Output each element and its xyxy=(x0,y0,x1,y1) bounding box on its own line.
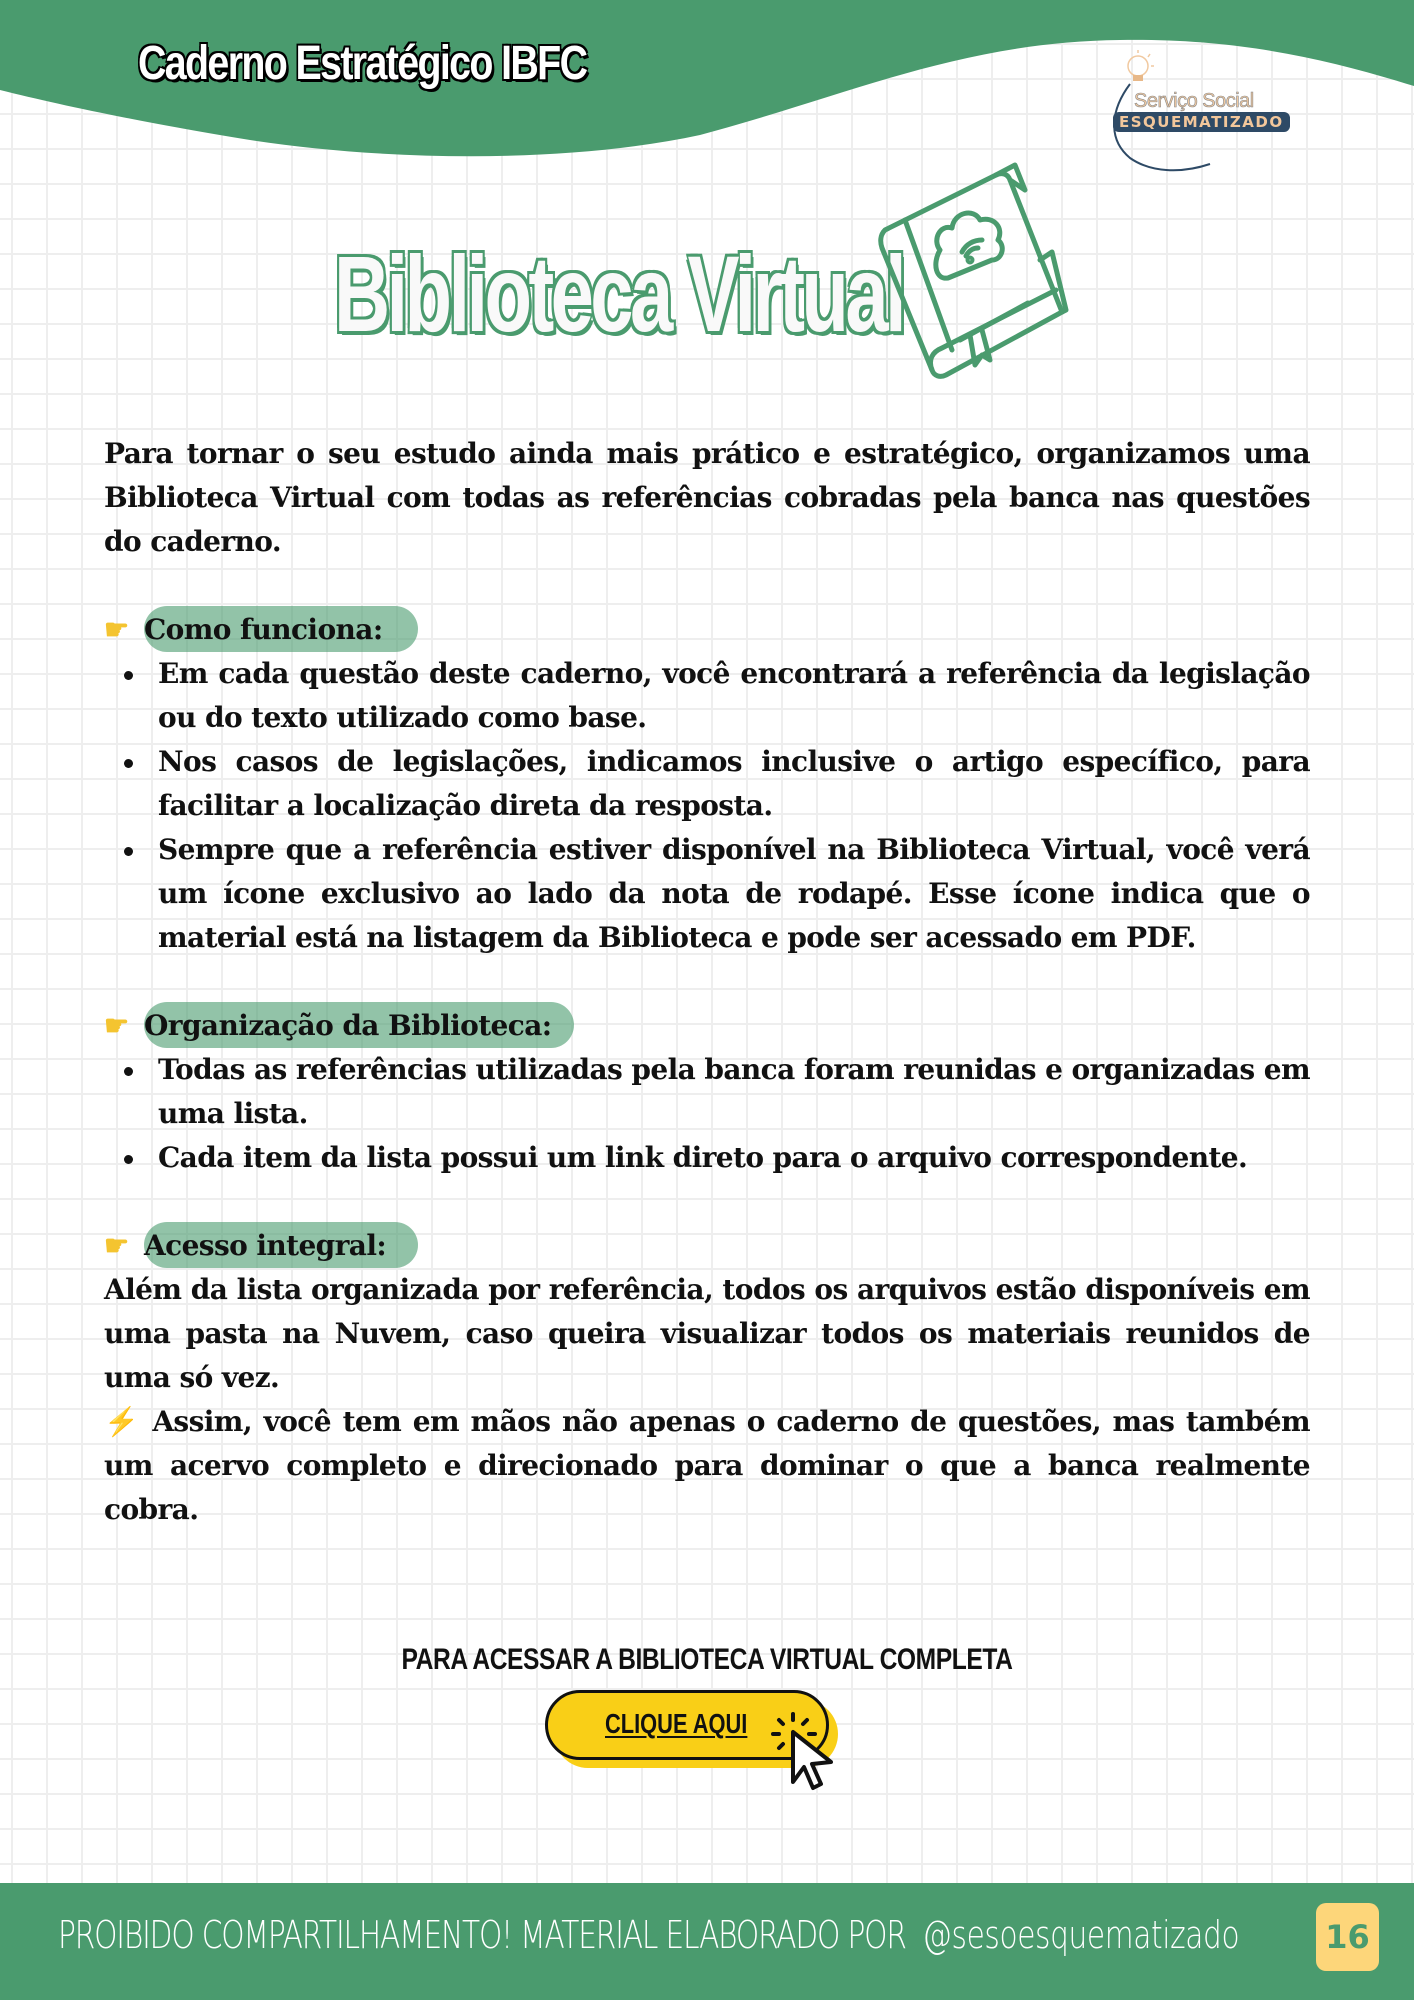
section-heading-como-funciona xyxy=(104,608,1310,652)
bullet-list-organizacao xyxy=(104,1048,1310,1180)
list-item: Sempre que a referência estiver disponível na Biblioteca Virtual, você verá um ícone exclusivo ao lado da nota de rodapé. Esse ícone indica que o material está na listagem da Biblioteca e pode ser acessado em PDF. xyxy=(158,828,1310,960)
section-label: Como funciona: xyxy=(144,613,383,646)
pointing-hand-icon: ☛ xyxy=(104,1009,129,1042)
main-content xyxy=(104,432,1310,1532)
hero-title: Biblioteca Virtual xyxy=(334,233,903,354)
logo-text-servico-social: Serviço Social xyxy=(1134,90,1254,112)
cta-caption: PARA ACESSAR A BIBLIOTECA VIRTUAL COMPLETA xyxy=(401,1643,1013,1676)
pointing-hand-icon: ☛ xyxy=(104,1229,129,1262)
lightning-bolt-icon: ⚡ xyxy=(104,1405,141,1438)
section-heading-acesso-integral xyxy=(104,1224,1310,1268)
footer-social-handle: @sesoesquematizado xyxy=(922,1913,1240,1957)
list-item: Cada item da lista possui um link direto para o arquivo correspondente. xyxy=(158,1136,1310,1180)
access-library-button[interactable] xyxy=(543,1690,843,1790)
section-heading-organizacao xyxy=(104,1004,1310,1048)
footer-bar xyxy=(0,1883,1414,2000)
section-label: Organização da Biblioteca: xyxy=(144,1009,552,1042)
pointing-hand-icon: ☛ xyxy=(104,613,129,646)
list-item: Em cada questão deste caderno, você encontrará a referência da legislação ou do texto utilizado como base. xyxy=(158,652,1310,740)
footer-notice xyxy=(58,1913,1239,1957)
acesso-paragraph: Além da lista organizada por referência, todos os arquivos estão disponíveis em uma pasta na Nuvem, caso queira visualizar todos os materiais reunidos de uma só vez. xyxy=(104,1273,1310,1394)
brand-logo xyxy=(1100,48,1300,178)
mouse-cursor-click-icon xyxy=(771,1712,841,1792)
closing-text: Assim, você tem em mãos não apenas o caderno de questões, mas também um acervo completo e direcionado para dominar o que a banca realmente cobra. xyxy=(104,1405,1310,1526)
footer-notice-text: PROIBIDO COMPARTILHAMENTO! MATERIAL ELABORADO POR xyxy=(58,1913,906,1957)
page-number-badge: 16 xyxy=(1316,1903,1379,1971)
section-label: Acesso integral: xyxy=(144,1229,387,1262)
bullet-list-como-funciona xyxy=(104,652,1310,960)
cta-button-label[interactable]: CLIQUE AQUI xyxy=(605,1708,748,1739)
logo-text-esquematizado: ESQUEMATIZADO xyxy=(1113,112,1290,132)
header-title: Caderno Estratégico IBFC xyxy=(138,37,587,90)
book-cloud-wifi-icon xyxy=(870,160,1070,380)
closing-paragraph xyxy=(104,1400,1310,1532)
list-item: Todas as referências utilizadas pela banca foram reunidas e organizadas em uma lista. xyxy=(158,1048,1310,1136)
intro-paragraph: Para tornar o seu estudo ainda mais prático e estratégico, organizamos uma Biblioteca Virtual com todas as referências cobradas pela banca nas questões do caderno. xyxy=(104,437,1310,558)
list-item: Nos casos de legislações, indicamos inclusive o artigo específico, para facilitar a localização direta da resposta. xyxy=(158,740,1310,828)
